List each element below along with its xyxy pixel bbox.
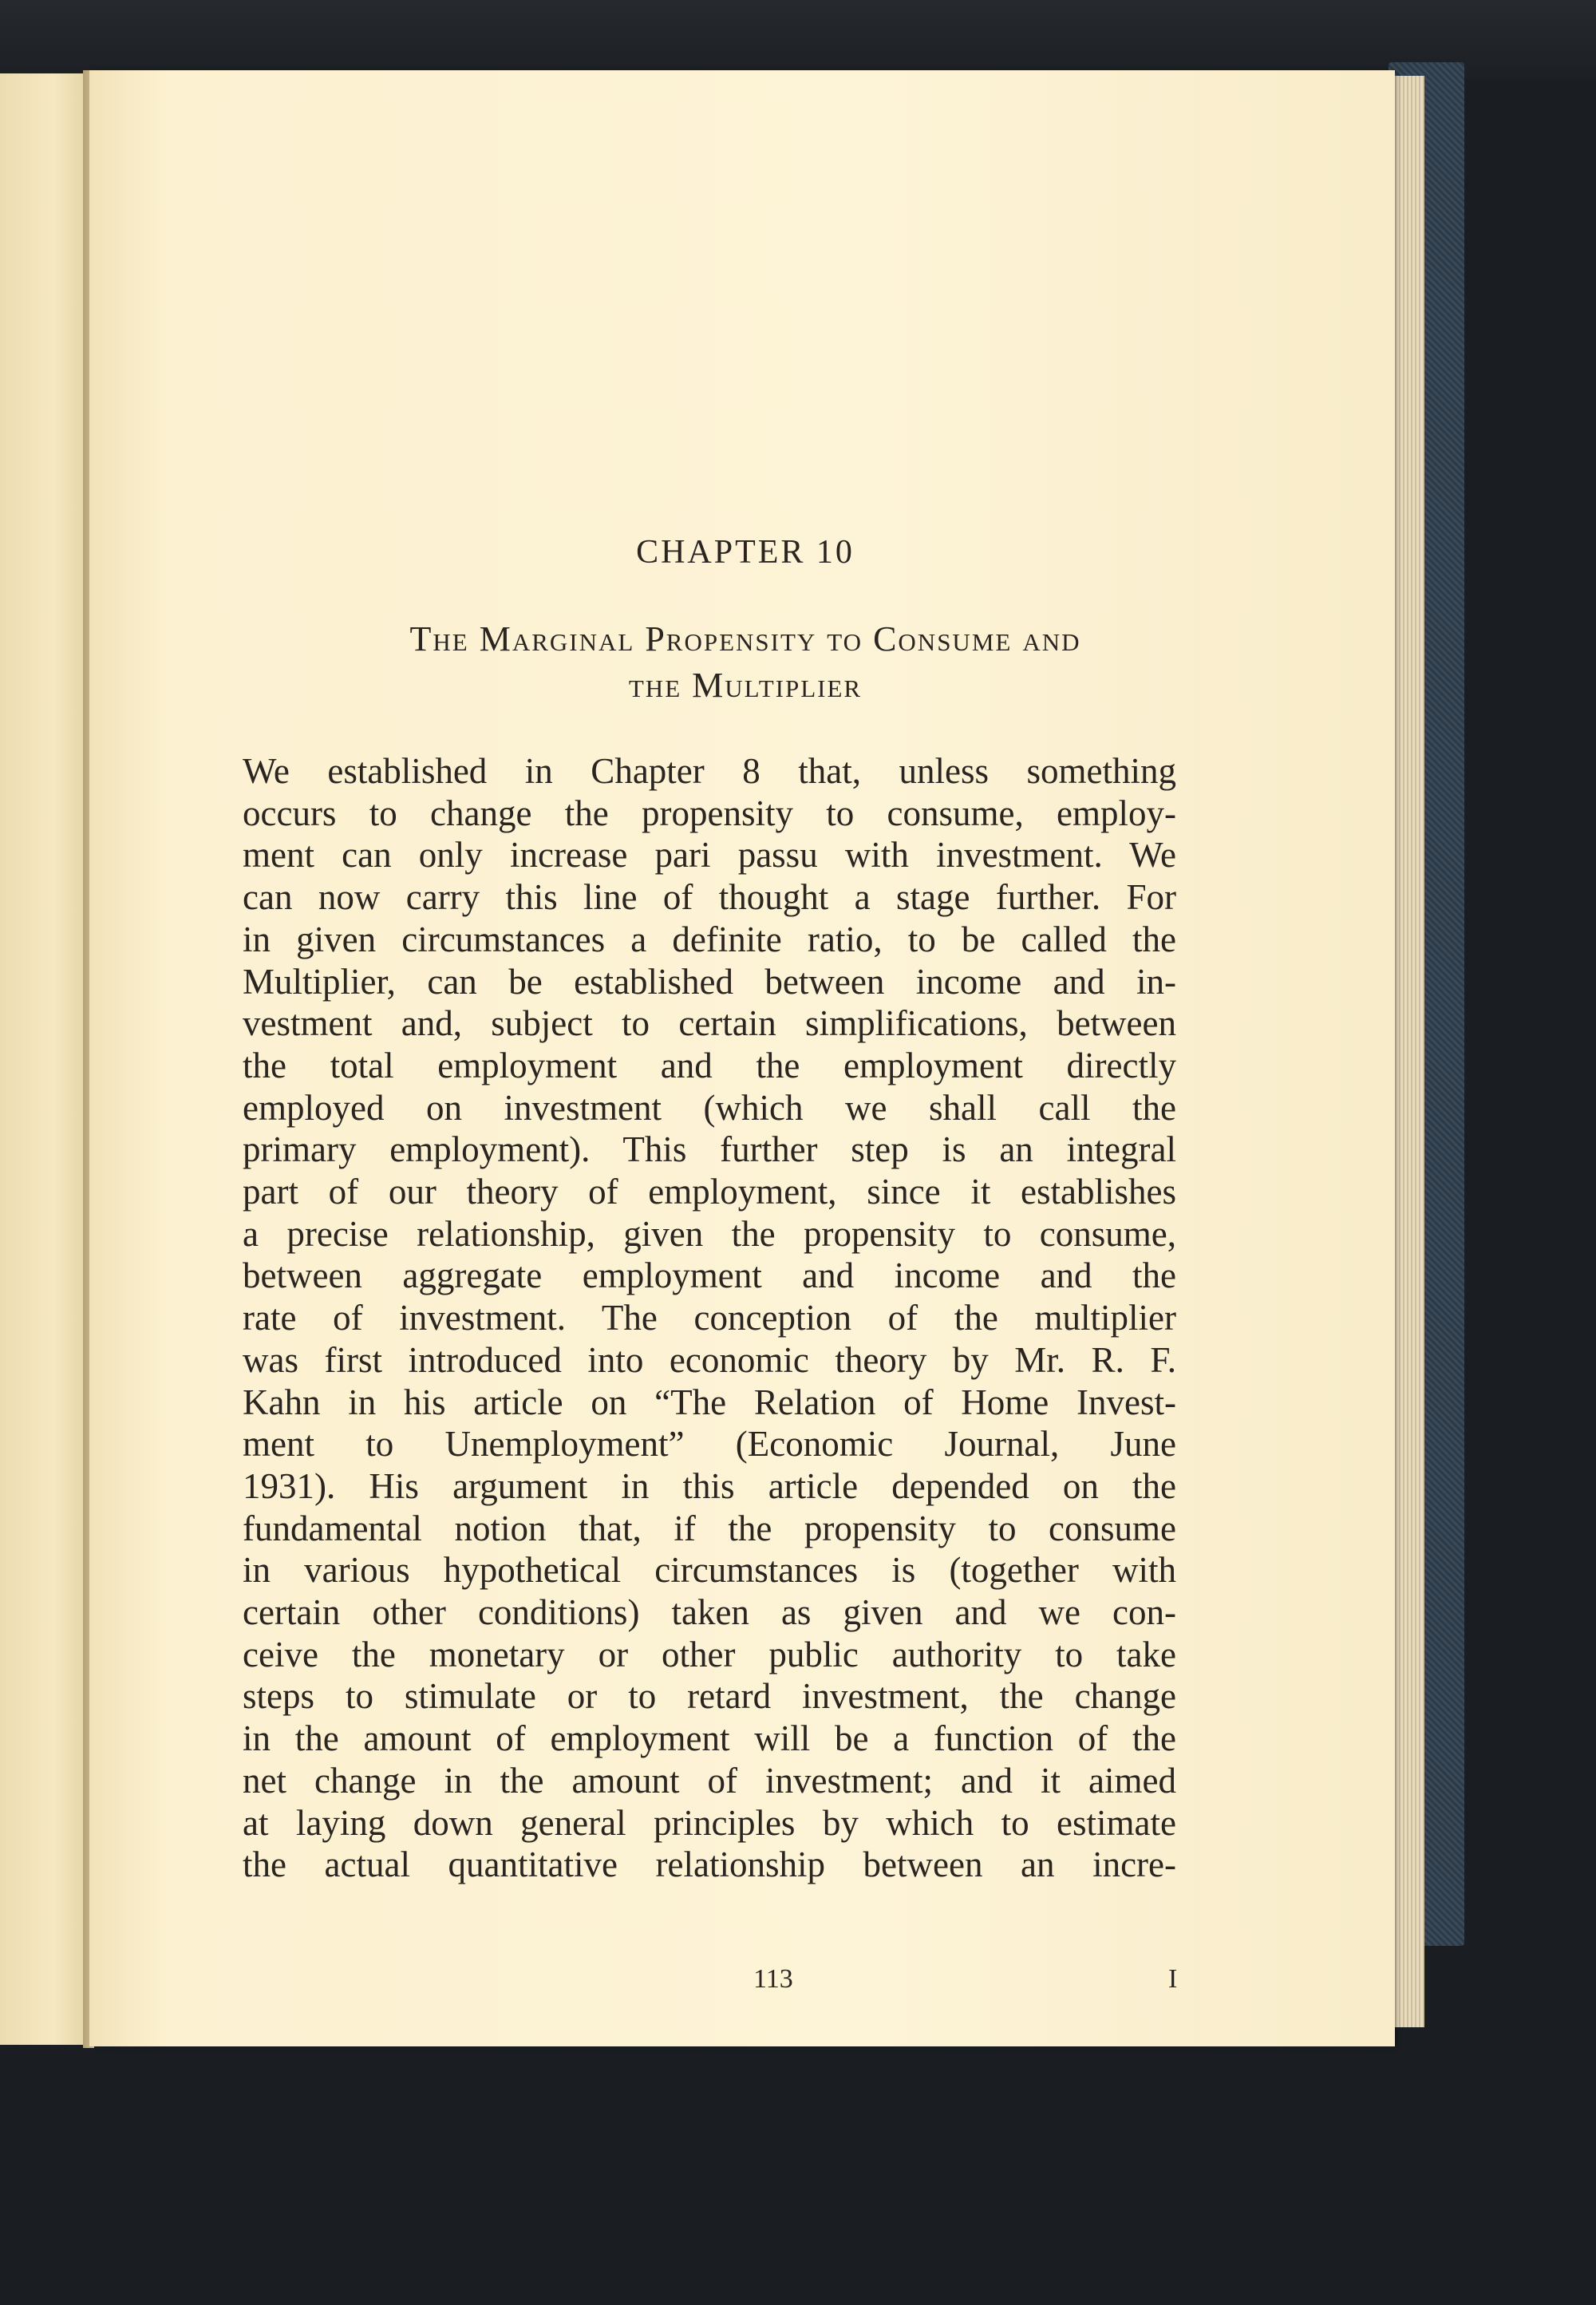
chapter-title [243,616,1248,709]
body-line: part of our theory of employment, since it establishes [243,1172,1176,1212]
chapter-title-line-2: the Multiplier [628,666,863,705]
chapter-label: CHAPTER 10 [636,534,855,571]
body-line: employed on investment (which we shall call the [243,1087,1176,1128]
body-line: primary employment). This further step is an integral [243,1129,1176,1170]
body-line: ment to Unemployment” (Economic Journal, June [243,1424,1176,1465]
body-line: We established in Chapter 8 that, unless something [243,751,1176,791]
body-line: in the amount of employment will be a function of the [243,1718,1176,1759]
background-top [0,0,1596,80]
body-line: certain other conditions) taken as given and we con- [243,1592,1176,1633]
body-line: vestment and, subject to certain simplifications, between [243,1003,1176,1044]
body-line: a precise relationship, given the propensity to consume, [243,1213,1176,1254]
body-line: in given circumstances a definite ratio, to be called the [243,919,1176,959]
left-page-edge [0,73,89,2045]
body-line: at laying down general principles by which to estimate [243,1802,1176,1843]
body-line: rate of investment. The conception of the multiplier [243,1298,1176,1338]
body-paragraph [243,750,1176,1886]
body-line: the actual quantitative relationship between an incre- [243,1844,1176,1885]
body-line: occurs to change the propensity to consume, employ- [243,793,1176,833]
body-line: can now carry this line of thought a stage further. For [243,877,1176,918]
body-line: ceive the monetary or other public authority to take [243,1634,1176,1674]
body-line: net change in the amount of investment; and it aimed [243,1760,1176,1801]
body-line: ment can only increase pari passu with investment. We [243,835,1176,876]
body-line: was first introduced into economic theory by Mr. R. F. [243,1339,1176,1380]
body-line: 1931). His argument in this article depended on the [243,1465,1176,1506]
page-number: 113 [753,1964,793,1994]
book-page [89,70,1395,2046]
body-line: fundamental notion that, if the propensity to consume [243,1508,1176,1548]
signature-mark: I [1168,1964,1178,1994]
body-line: in various hypothetical circumstances is (together with [243,1550,1176,1591]
body-line: the total employment and the employment directly [243,1045,1176,1085]
body-line: steps to stimulate or to retard investment, the change [243,1676,1176,1717]
chapter-title-line-1: The Marginal Propensity to Consume and [409,619,1081,658]
body-line: Multiplier, can be established between income and in- [243,961,1176,1002]
page-edges [1393,76,1424,2027]
body-line: Kahn in his article on “The Relation of Home Invest- [243,1382,1176,1422]
body-line: between aggregate employment and income and the [243,1255,1176,1296]
